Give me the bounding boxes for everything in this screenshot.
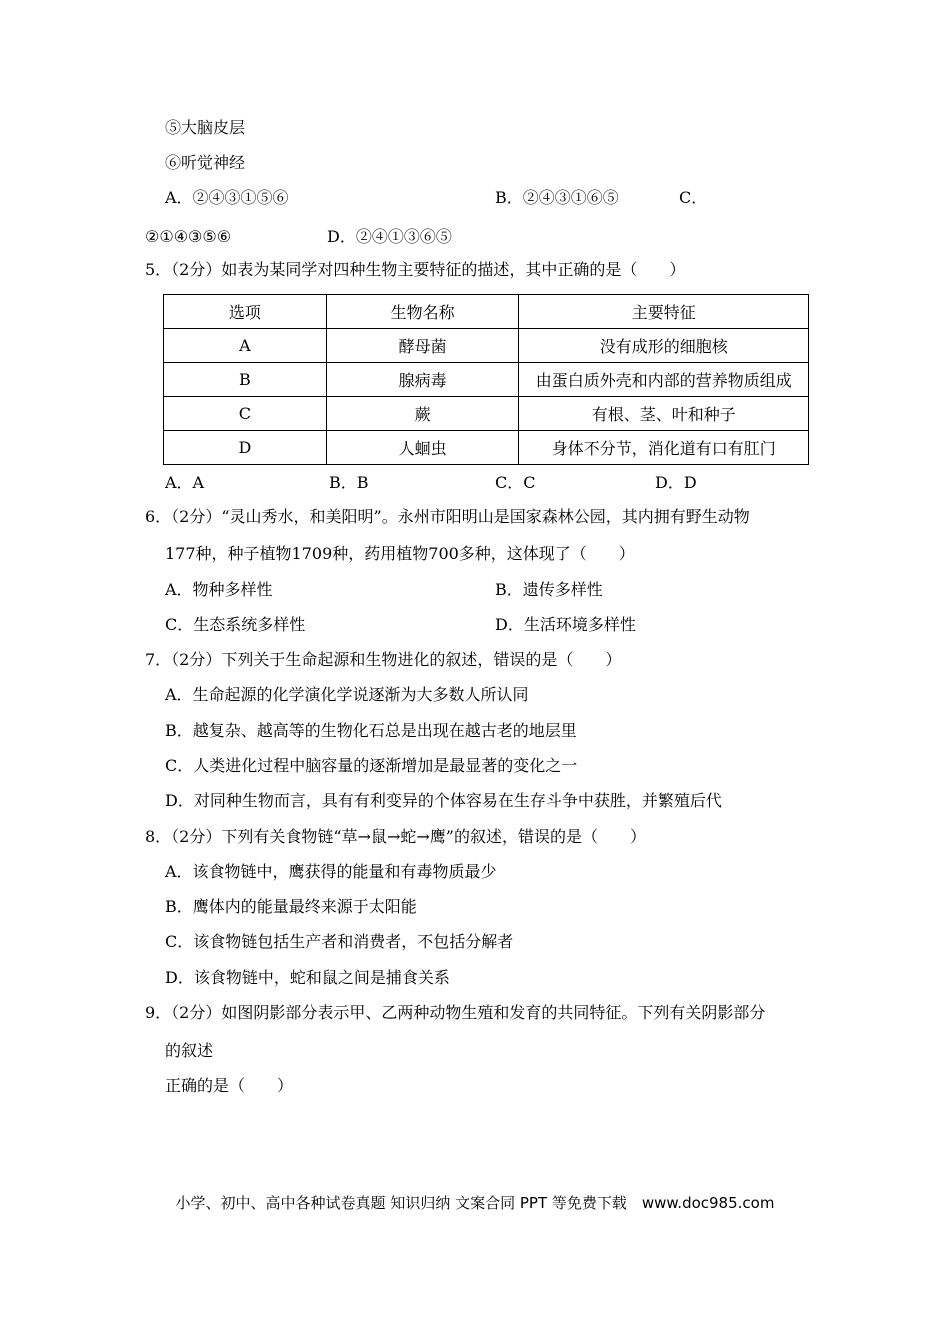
table-cell: A [164,329,327,363]
q8-option-b: B．鹰体内的能量最终来源于太阳能 [165,897,417,916]
q7-stem: 7．（2分）下列关于生命起源和生物进化的叙述，错误的是（ ） [145,650,622,669]
q6-stem-line-2: 177种，种子植物1709种，药用植物700多种，这体现了（ ） [165,544,635,563]
table-cell: 腺病毒 [326,363,519,397]
q8-stem: 8．（2分）下列有关食物链“草→鼠→蛇→鹰”的叙述，错误的是（ ） [145,827,646,846]
page-footer: 小学、初中、高中各种试卷真题 知识归纳 文案合同 PPT 等免费下载 www.doc985.com [175,1194,775,1212]
q4-option-b: B．②④③①⑥⑤ [495,188,619,207]
q6-stem-line-1: 6．（2分）“灵山秀水，和美阳明”。永州市阳明山是国家森林公园，其内拥有野生动物 [145,507,750,526]
q9-stem-line-2: 的叙述 [165,1041,214,1060]
table-cell: 由蛋白质外壳和内部的营养物质组成 [519,363,809,397]
q5-table [163,294,809,465]
q7-option-b: B．越复杂、越高等的生物化石总是出现在越古老的地层里 [165,721,577,740]
q6-option-b: B．遗传多样性 [495,580,603,599]
table-cell: 蕨 [326,397,519,431]
q5-option-a: A．A [165,473,205,492]
table-cell: 人蛔虫 [326,431,519,465]
table-row [164,431,809,465]
table-row [164,363,809,397]
q4-option-a: A．②④③①⑤⑥ [165,188,289,207]
table-cell: 酵母菌 [326,329,519,363]
q9-stem-line-3: 正确的是（ ） [165,1076,294,1095]
q7-option-c: C．人类进化过程中脑容量的逐渐增加是最显著的变化之一 [165,756,578,775]
table-header-row [164,295,809,329]
q4-option-d: D．②④①③⑥⑤ [327,227,452,246]
q6-option-a: A．物种多样性 [165,580,273,599]
q6-option-d: D．生活环境多样性 [495,615,636,634]
table-header-cell: 生物名称 [326,295,519,329]
q7-option-a: A．生命起源的化学演化学说逐渐为大多数人所认同 [165,685,529,704]
q9-stem-line-1: 9．（2分）如图阴影部分表示甲、乙两种动物生殖和发育的共同特征。下列有关阴影部分 [145,1003,766,1022]
table-row [164,397,809,431]
table-cell: 有根、茎、叶和种子 [519,397,809,431]
q5-option-b: B．B [329,473,369,492]
q4-item-6: ⑥听觉神经 [165,153,246,172]
table-cell: B [164,363,327,397]
q6-option-c: C．生态系统多样性 [165,615,306,634]
q5-option-d: D．D [655,473,697,492]
q8-option-a: A．该食物链中，鹰获得的能量和有毒物质最少 [165,862,497,881]
q8-option-c: C．该食物链包括生产者和消费者，不包括分解者 [165,932,514,951]
table-cell: D [164,431,327,465]
table-header-cell: 主要特征 [519,295,809,329]
q8-option-d: D．该食物链中，蛇和鼠之间是捕食关系 [165,968,450,987]
q5-stem: 5．（2分）如表为某同学对四种生物主要特征的描述，其中正确的是（ ） [145,260,686,279]
table-row [164,329,809,363]
table-cell: C [164,397,327,431]
q4-option-c-label: C． [679,188,708,207]
q5-option-c: C．C [495,473,536,492]
q4-option-c-text: ②①④③⑤⑥ [145,227,232,246]
table-cell: 身体不分节，消化道有口有肛门 [519,431,809,465]
table-header-cell: 选项 [164,295,327,329]
table-cell: 没有成形的细胞核 [519,329,809,363]
q4-item-5: ⑤大脑皮层 [165,118,246,137]
q7-option-d: D．对同种生物而言，具有有利变异的个体容易在生存斗争中获胜，并繁殖后代 [165,791,722,810]
